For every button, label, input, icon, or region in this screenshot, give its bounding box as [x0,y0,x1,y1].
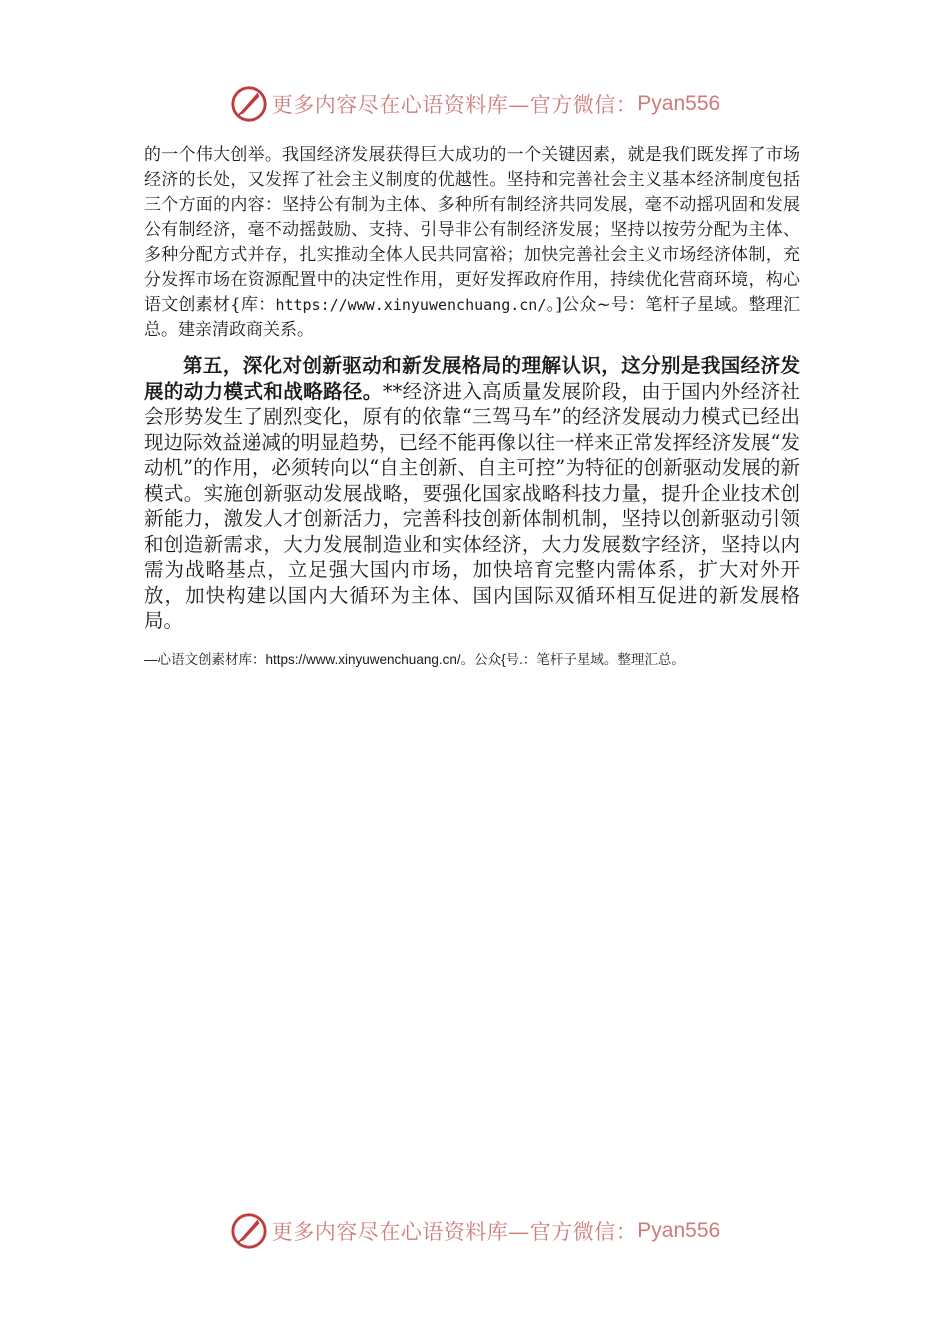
document-body [144,143,800,670]
banner-text: 更多内容尽在心语资料库—官方微信： [271,93,638,117]
footer-banner [0,1209,950,1253]
quill-logo-icon [230,1212,268,1250]
banner-text: 更多内容尽在心语资料库—官方微信： [271,1220,638,1244]
banner-wechat-id: Pyan556 [637,92,721,115]
header-banner [0,82,950,126]
paragraph-1-tail: 。]公众~号：笔杆子星域。整理汇总。建亲清政商关系。 [144,295,800,340]
paragraph-1 [144,143,800,343]
quill-logo-icon [230,85,268,123]
paragraph-2-heading: 第五，深化对创新驱动和新发展格局的理解认识，这分别是我国经济发展的动力模式和战略路径。 [144,354,800,403]
paragraph-2 [144,353,800,634]
banner-wechat-id: Pyan556 [637,1219,721,1242]
footnote: —心语文创素材库：https://www.xinyuwenchuang.cn/。公众{号.：笔杆子星域。整理汇总。 [144,651,685,667]
paragraph-2-text: **经济进入高质量发展阶段，由于国内外经济社会形势发生了剧烈变化，原有的依靠“三驾马车”的经济发展动力模式已经出现边际效益递减的明显趋势，已经不能再像以往一样来正常发挥经济发展“发动机”的作用，必须转向以“自主创新、自主可控”为特征的创新驱动发展的新模式。实施创新驱动发展战略，要强化国家战略科技力量，提升企业技术创新能力，激发人才创新活力，完善科技创新体制机制，坚持以创新驱动引领和创造新需求，大力发展制造业和实体经济，大力发展数字经济，坚持以内需为战略基点，立足强大国内市场，加快培育完整内需体系，扩大对外开放，加快构建以国内大循环为主体、国内国际双循环相互促进的新发展格局。 [144,379,800,632]
paragraph-1-url: https://www.xinyuwenchuang.cn/ [275,296,547,314]
paragraph-1-text: 的一个伟大创举。我国经济发展获得巨大成功的一个关键因素，就是我们既发挥了市场经济的长处，又发挥了社会主义制度的优越性。坚持和完善社会主义基本经济制度包括三个方面的内容：坚持公有制为主体、多种所有制经济共同发展，毫不动摇巩固和发展公有制经济，毫不动摇鼓励、支持、引导非公有制经济发展；坚持以按劳分配为主体、多种分配方式并存，扎实推动全体人民共同富裕；加快完善社会主义市场经济体制，充分发挥市场在资源配置中的决定性作用，更好发挥政府作用，持续优化营商环境，构心语文创素材{库： [144,145,800,315]
